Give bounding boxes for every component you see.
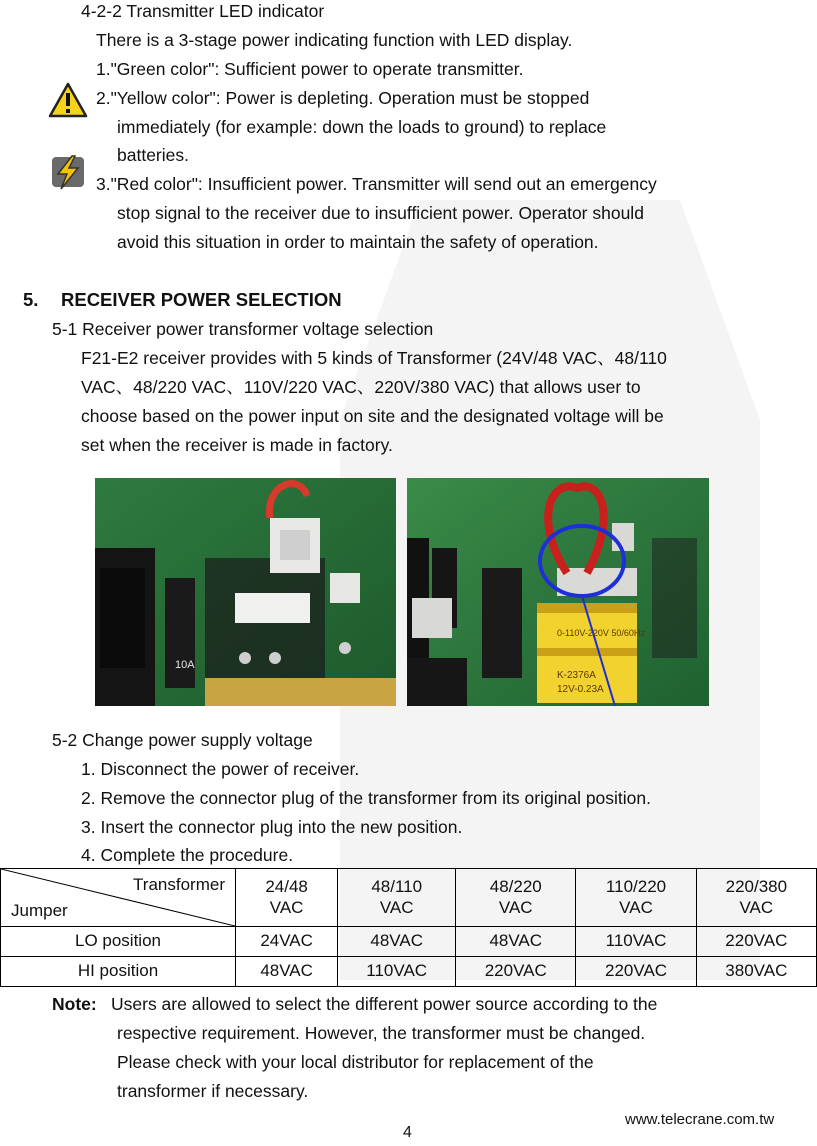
header-unit: VAC: [739, 897, 774, 917]
step-2: 2. Remove the connector plug of the transformer from its original position.: [81, 788, 651, 808]
row-label: HI position: [1, 957, 236, 987]
table-header-cell: [456, 869, 576, 927]
footer-url: www.telecrane.com.tw: [625, 1111, 775, 1128]
transformer-desc-line4: set when the receiver is made in factory.: [81, 435, 393, 455]
table-header-row: [1, 869, 817, 927]
corner-jumper-label: Jumper: [11, 900, 68, 920]
led-intro-text: There is a 3-stage power indicating function with LED display.: [96, 30, 573, 50]
transformer-desc-line2: VAC、48/220 VAC、110V/220 VAC、220V/380 VAC) that allows user to: [81, 377, 641, 397]
table-header-cell: [576, 869, 696, 927]
led-yellow-item-line2: immediately (for example: down the loads to ground) to replace: [117, 117, 607, 137]
table-cell: 48VAC: [236, 957, 338, 987]
transformer-desc-line3: choose based on the power input on site and the designated voltage will be: [81, 406, 664, 426]
warning-triangle-icon: [48, 82, 88, 118]
step-1: 1. Disconnect the power of receiver.: [81, 759, 360, 779]
table-row: [1, 957, 817, 987]
lightning-icon: [46, 153, 88, 191]
header-value: 48/220: [489, 877, 542, 897]
subsection-5-1-heading: 5-1 Receiver power transformer voltage selection: [52, 319, 434, 339]
table-header-cell: [696, 869, 816, 927]
right-photo-marking-1: 0-110V-220V 50/60Hz: [557, 628, 645, 638]
note-line4: transformer if necessary.: [117, 1081, 309, 1101]
header-unit: VAC: [498, 897, 533, 917]
right-photo-marking-2: K-2376A: [557, 670, 596, 681]
note-line3: Please check with your local distributor for replacement of the: [117, 1052, 594, 1072]
table-header-cell: [338, 869, 456, 927]
table-cell: 220VAC: [576, 957, 696, 987]
step-3: 3. Insert the connector plug into the new position.: [81, 817, 463, 837]
page-number: 4: [403, 1124, 412, 1141]
table-header-cell: [236, 869, 338, 927]
table-cell: 380VAC: [696, 957, 816, 987]
header-value: 24/48: [265, 877, 308, 897]
transformer-desc-line1: F21-E2 receiver provides with 5 kinds of Transformer (24V/48 VAC、48/110: [81, 348, 667, 368]
transformer-voltage-table: [0, 868, 817, 987]
note-label: Note:: [52, 994, 97, 1014]
led-red-item-line2: stop signal to the receiver due to insufficient power. Operator should: [117, 203, 644, 223]
section-5-heading: [23, 289, 342, 311]
section-5-title: RECEIVER POWER SELECTION: [61, 289, 342, 310]
section-heading-4-2-2: 4-2-2 Transmitter LED indicator: [81, 1, 325, 21]
left-photo-marking: 10A: [175, 659, 195, 671]
note-line1: Users are allowed to select the different power source according to the: [111, 994, 658, 1014]
step-4: 4. Complete the procedure.: [81, 845, 294, 865]
header-value: 220/380: [725, 877, 788, 897]
receiver-board-photo-left: [95, 478, 396, 706]
header-value: 48/110: [371, 877, 423, 897]
corner-transformer-label: Transformer: [133, 875, 225, 894]
table-cell: 48VAC: [456, 927, 576, 957]
table-cell: 24VAC: [236, 927, 338, 957]
receiver-board-photo-right: [407, 478, 709, 706]
table-corner-cell: [1, 869, 236, 927]
led-green-item: 1."Green color": Sufficient power to operate transmitter.: [96, 59, 524, 79]
table-cell: 48VAC: [338, 927, 456, 957]
led-yellow-item-line3: batteries.: [117, 145, 189, 165]
note-line2: respective requirement. However, the transformer must be changed.: [117, 1023, 646, 1043]
row-label: LO position: [1, 927, 236, 957]
table-cell: 220VAC: [456, 957, 576, 987]
table-cell: 110VAC: [576, 927, 696, 957]
table-cell: 220VAC: [696, 927, 816, 957]
section-5-number: 5.: [23, 289, 39, 310]
header-unit: VAC: [269, 897, 304, 917]
table-row: [1, 927, 817, 957]
led-red-item-line3: avoid this situation in order to maintain the safety of operation.: [117, 232, 599, 252]
led-yellow-item-line1: 2."Yellow color": Power is depleting. Operation must be stopped: [96, 88, 590, 108]
header-value: 110/220: [605, 877, 667, 897]
right-photo-marking-3: 12V-0.23A: [557, 684, 604, 695]
led-red-item-line1: 3."Red color": Insufficient power. Transmitter will send out an emergency: [96, 174, 657, 194]
header-unit: VAC: [619, 897, 653, 917]
header-unit: VAC: [379, 897, 414, 917]
table-cell: 110VAC: [338, 957, 456, 987]
subsection-5-2-heading: 5-2 Change power supply voltage: [52, 730, 313, 750]
